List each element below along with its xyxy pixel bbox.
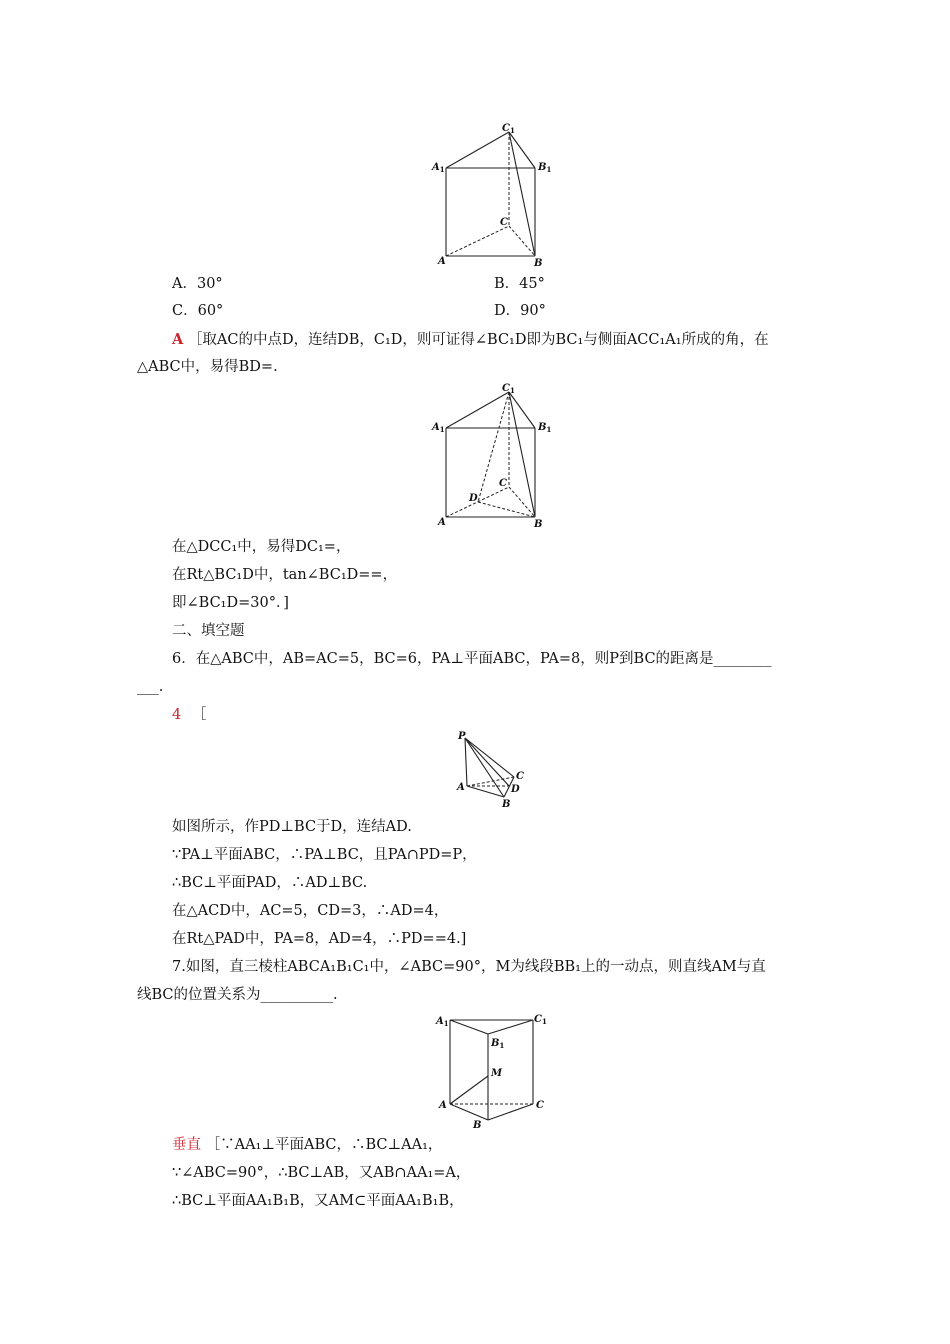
svg-text:B: B — [534, 519, 543, 530]
q5-line-4: 在Rt△BC₁D中，tan∠BC₁D==， — [172, 567, 398, 583]
q6-question-line-2: ___. — [137, 679, 164, 695]
svg-text:B1: $B_1$ — [538, 162, 552, 174]
figure-prism-2 — [420, 383, 560, 536]
svg-text:A1: $A_1$ — [432, 422, 445, 434]
svg-text:B: B — [534, 258, 543, 269]
svg-text:A1: $A_1$ — [436, 1016, 449, 1028]
option-a: A．30° — [172, 276, 223, 292]
svg-text:A: A — [438, 256, 446, 267]
q6-line-3: ∴BC⊥平面PAD，∴AD⊥BC. — [172, 875, 368, 891]
q6-answer-line — [172, 706, 206, 724]
figure-tetrahedron — [452, 730, 532, 810]
svg-text:C: C — [499, 478, 507, 489]
q7-line-2: ∵∠ABC=90°，∴BC⊥AB，又AB∩AA₁=A， — [172, 1165, 471, 1181]
q6-line-2: ∵PA⊥平面ABC，∴PA⊥BC，且PA∩PD=P， — [172, 847, 477, 863]
option-b: B．45° — [494, 276, 545, 292]
svg-text:A: A — [439, 1100, 447, 1111]
q6-bracket: ［ — [191, 707, 207, 723]
q7-line-1: ［∵AA₁⊥平面ABC，∴BC⊥AA₁， — [205, 1137, 443, 1153]
figure-prism-3 — [430, 1010, 555, 1130]
svg-text:P: P — [458, 731, 466, 742]
q5-line-5: 即∠BC₁D=30°．] — [172, 595, 289, 611]
option-d: D．90° — [494, 303, 546, 319]
option-c: C．60° — [172, 303, 224, 319]
svg-text:C: C — [536, 1100, 544, 1111]
svg-text:B1: $B_1$ — [538, 422, 552, 434]
section-heading: 二、填空题 — [172, 623, 245, 639]
svg-text:B: B — [473, 1120, 482, 1131]
q7-line-3: ∴BC⊥平面AA₁B₁B，又AM⊂平面AA₁B₁B， — [172, 1193, 464, 1209]
svg-text:A: A — [438, 517, 446, 528]
svg-text:D: D — [511, 784, 520, 795]
figure-prism-1 — [420, 122, 560, 272]
q5-explanation-line-1 — [172, 331, 769, 349]
svg-text:C1: $C_1$ — [502, 383, 515, 395]
svg-text:M: M — [491, 1068, 503, 1079]
q7-question-line-1: 7.如图，直三棱柱ABCA₁B₁C₁中，∠ABC=90°，M为线段BB₁上的一动点，则直线AM与直 — [172, 959, 766, 975]
q5-line-3: 在△DCC₁中，易得DC₁=， — [172, 539, 351, 555]
q5-answer: A — [172, 331, 184, 348]
svg-text:C: C — [516, 771, 524, 782]
svg-text:C1: $C_1$ — [534, 1014, 547, 1026]
q7-question-line-2: 线BC的位置关系为__________. — [137, 987, 338, 1003]
q5-explanation-line-2: △ABC中，易得BD=. — [137, 359, 278, 375]
svg-text:C: C — [500, 217, 508, 228]
svg-text:B1: $B_1$ — [491, 1038, 505, 1050]
q6-line-1: 如图所示，作PD⊥BC于D，连结AD. — [172, 819, 412, 835]
q7-answer-line — [172, 1136, 442, 1154]
svg-text:A: A — [457, 782, 465, 793]
q6-line-5: 在Rt△PAD中，PA=8，AD=4，∴PD==4.] — [172, 931, 467, 947]
q6-question-line-1: 6．在△ABC中，AB=AC=5，BC=6，PA⊥平面ABC，PA=8，则P到BC的距离是________ — [172, 651, 772, 667]
q7-answer: 垂直 — [172, 1137, 201, 1153]
svg-text:B: B — [502, 799, 511, 810]
q5-explanation-text: ［取AC的中点D，连结DB，C₁D，则可证得∠BC₁D即为BC₁与侧面ACC₁A₁所成的角，在 — [187, 332, 769, 348]
svg-text:C1: $C_1$ — [502, 123, 515, 135]
q6-answer: 4 — [172, 707, 182, 723]
svg-text:D: D — [469, 493, 478, 504]
svg-text:A1: $A_1$ — [432, 162, 445, 174]
q6-line-4: 在△ACD中，AC=5，CD=3，∴AD=4， — [172, 903, 449, 919]
